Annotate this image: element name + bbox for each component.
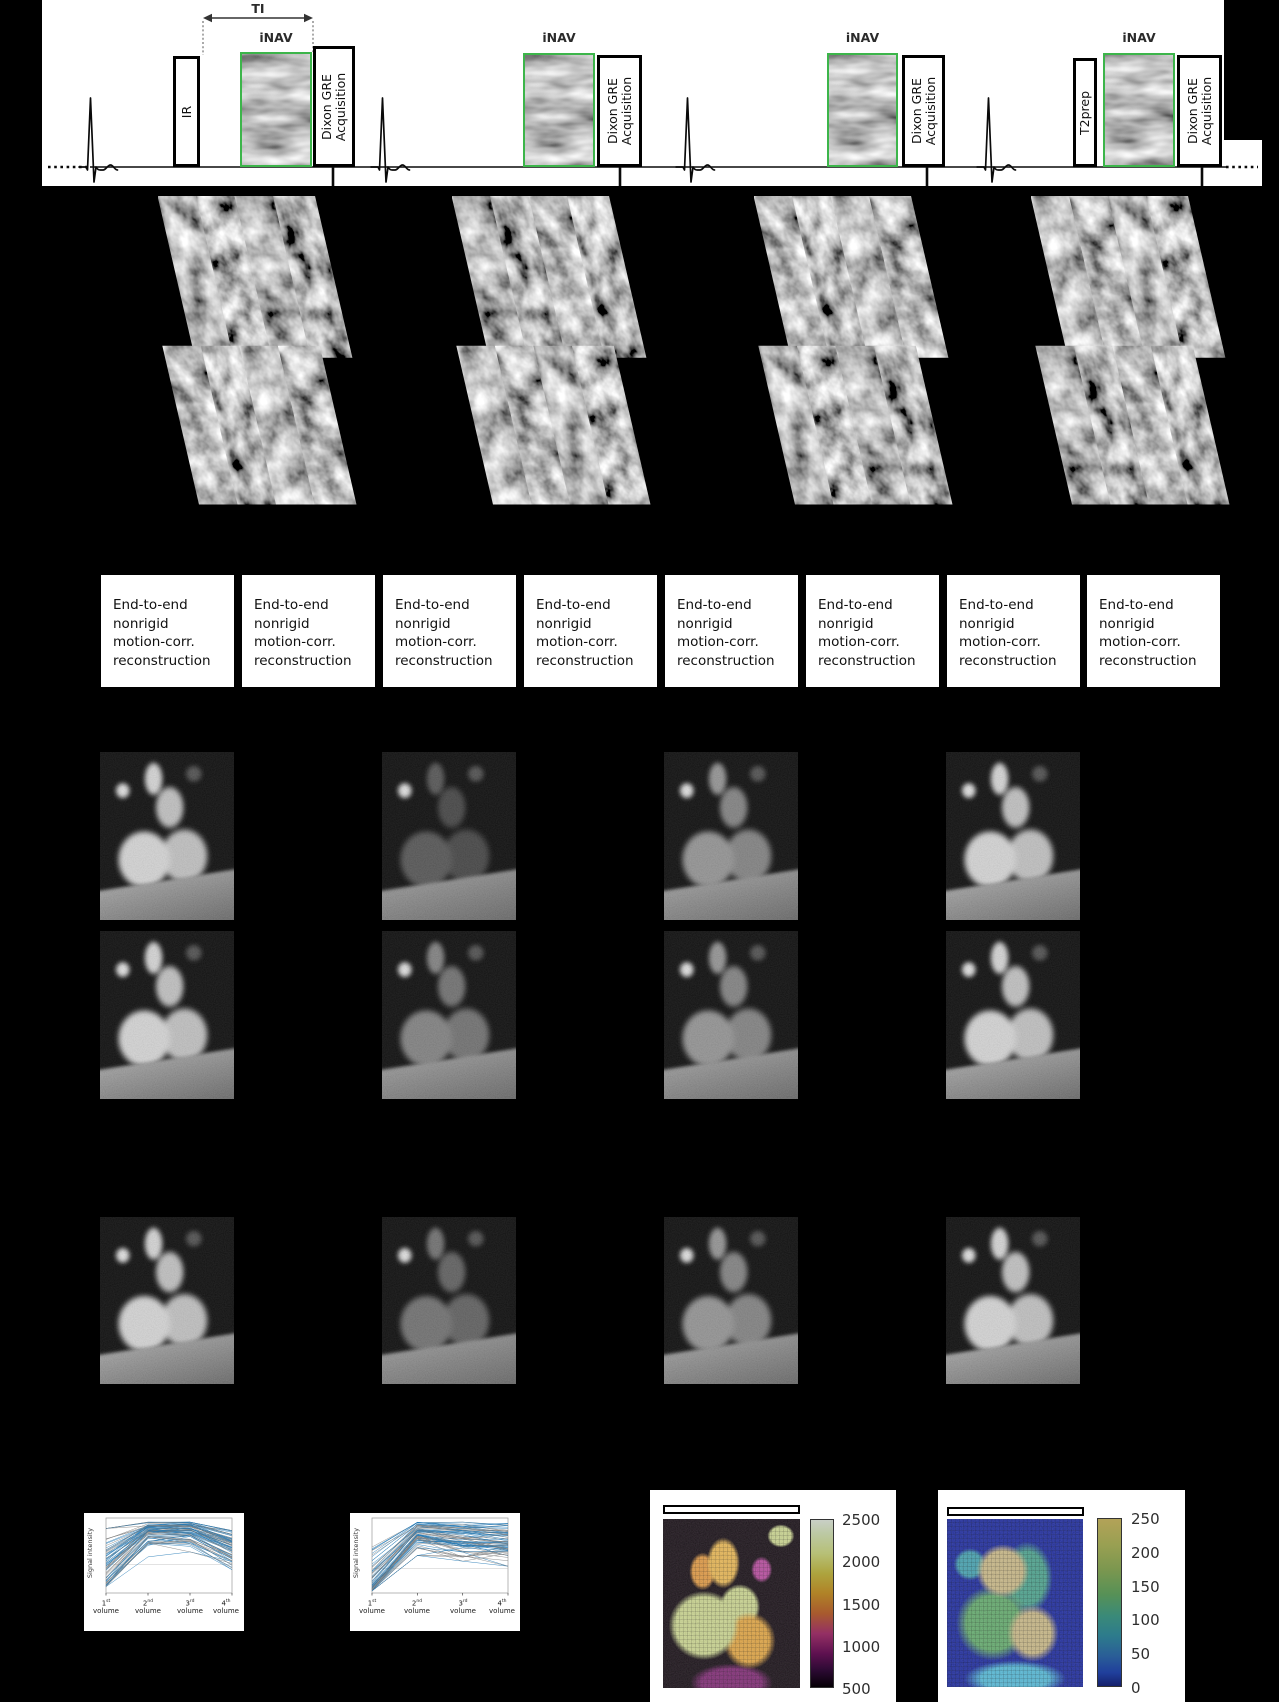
t2-colorbar [1097, 1518, 1122, 1687]
t2-map-title-box [947, 1507, 1084, 1516]
t1-colorbar-tick-2000: 2000 [842, 1553, 881, 1571]
slice-stack-group-3 [754, 196, 994, 506]
qrs-spike-1 [79, 98, 118, 182]
inav-image-2 [523, 53, 595, 167]
slice-stack-group-2 [452, 196, 692, 506]
x-tick-4th-volume: 4th volume [213, 1599, 239, 1615]
mri-image-row3-col4 [946, 1217, 1080, 1384]
mri-image-row2-col1 [100, 931, 234, 1099]
t2-colorbar-tick-150: 150 [1131, 1578, 1160, 1596]
x-tick-3rd-volume: 3rd volume [177, 1599, 203, 1615]
t2-colorbar-tick-200: 200 [1131, 1544, 1160, 1562]
signal-plot-1-ylabel: Signal intensity [86, 1527, 94, 1579]
dixon-acquisition-label-4: Dixon GRE Acquisition [1184, 76, 1214, 146]
inav-image-3 [827, 53, 898, 167]
mri-image-row2-col2 [382, 931, 516, 1099]
qrs-spike-3 [676, 98, 715, 182]
dixon-acquisition-box-3 [902, 55, 945, 167]
dixon-acquisition-box-1 [313, 46, 355, 167]
inav-image-1 [240, 52, 312, 167]
recon-box-8: End-to-end nonrigid motion-corr. reconstruction [1087, 575, 1220, 687]
t2-colorbar-tick-250: 250 [1131, 1510, 1160, 1528]
x-tick-3rd-volume: 3rd volume [450, 1599, 476, 1615]
t1-colorbar-tick-1000: 1000 [842, 1638, 881, 1656]
x-tick-2nd-volume: 2nd volume [135, 1599, 161, 1615]
inav-label-2: iNAV [542, 30, 576, 45]
dixon-acquisition-box-4 [1177, 55, 1222, 167]
t2-colorbar-tick-100: 100 [1131, 1611, 1160, 1629]
t1-colorbar-tick-500: 500 [842, 1680, 871, 1698]
dixon-acquisition-label-2: Dixon GRE Acquisition [604, 76, 634, 146]
inav-label-4: iNAV [1122, 30, 1156, 45]
t2prep-box [1073, 58, 1097, 167]
t2-colorbar-tick-50: 50 [1131, 1645, 1151, 1663]
inav-label-3: iNAV [845, 30, 880, 45]
signal-plot-1-canvas [96, 1515, 242, 1611]
mri-image-row2-col4 [946, 931, 1080, 1099]
mri-image-row1-col2 [382, 752, 516, 920]
inav-image-4 [1103, 53, 1175, 167]
t2-colorbar-tick-0: 0 [1131, 1679, 1141, 1697]
t1-colorbar [810, 1519, 834, 1688]
t2prep-label: T2prep [1076, 90, 1092, 135]
slice-stack-group-4 [1031, 196, 1271, 506]
recon-box-3: End-to-end nonrigid motion-corr. reconstruction [383, 575, 516, 687]
x-tick-2nd-volume: 2nd volume [404, 1599, 430, 1615]
dixon-acquisition-box-2 [597, 55, 642, 167]
ir-label: IR [178, 105, 194, 118]
t1-map-title-box [663, 1505, 800, 1514]
slice-stack-group-1 [158, 196, 398, 506]
mri-image-row3-col1 [100, 1217, 234, 1384]
recon-box-6: End-to-end nonrigid motion-corr. reconstruction [806, 575, 939, 687]
qrs-spike-4 [977, 98, 1016, 182]
signal-plot-2 [350, 1513, 520, 1631]
ir-box [173, 56, 200, 167]
t1-colorbar-tick-1500: 1500 [842, 1596, 881, 1614]
x-tick-4th-volume: 4th volume [489, 1599, 515, 1615]
signal-plot-1 [84, 1513, 244, 1631]
recon-box-2: End-to-end nonrigid motion-corr. reconstruction [242, 575, 375, 687]
mri-image-row3-col3 [664, 1217, 798, 1384]
recon-box-1: End-to-end nonrigid motion-corr. reconstruction [101, 575, 234, 687]
mri-image-row2-col3 [664, 931, 798, 1099]
mri-image-row1-col3 [664, 752, 798, 920]
inav-label-1: iNAV [259, 30, 293, 45]
ti-label: TI [251, 1, 265, 16]
recon-box-7: End-to-end nonrigid motion-corr. reconstruction [947, 575, 1080, 687]
signal-plot-2-canvas [362, 1515, 518, 1611]
t2-map-image [947, 1519, 1083, 1687]
mri-image-row3-col2 [382, 1217, 516, 1384]
dixon-acquisition-label-1: Dixon GRE Acquisition [319, 72, 348, 141]
x-tick-1st-volume: 1st volume [359, 1599, 385, 1615]
t1-colorbar-tick-2500: 2500 [842, 1511, 881, 1529]
recon-box-5: End-to-end nonrigid motion-corr. reconstruction [665, 575, 798, 687]
mri-image-row1-col4 [946, 752, 1080, 920]
recon-box-4: End-to-end nonrigid motion-corr. reconstruction [524, 575, 657, 687]
t1-map-image [663, 1519, 800, 1688]
signal-plot-2-ylabel: Signal intensity [352, 1527, 360, 1579]
dixon-acquisition-label-3: Dixon GRE Acquisition [908, 76, 938, 146]
mri-image-row1-col1 [100, 752, 234, 920]
x-tick-1st-volume: 1st volume [93, 1599, 119, 1615]
qrs-spike-2 [371, 98, 410, 182]
